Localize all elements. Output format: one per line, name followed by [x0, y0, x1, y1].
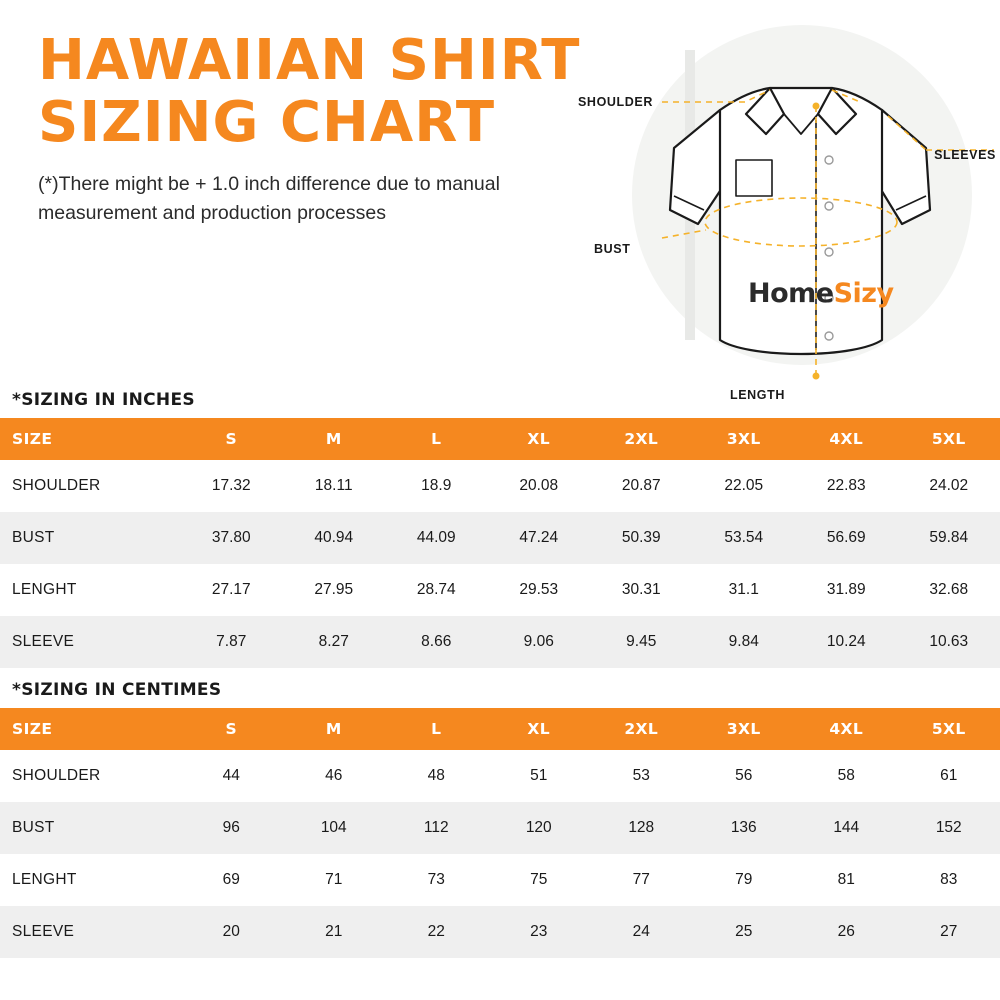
cell-value: 152 — [898, 802, 1000, 854]
cell-value: 24 — [590, 906, 693, 958]
cell-value: 144 — [795, 802, 898, 854]
cell-value: 56 — [693, 750, 796, 802]
row-label: LENGHT — [0, 854, 180, 906]
row-label: SHOULDER — [0, 750, 180, 802]
diagram-label-shoulder: SHOULDER — [578, 95, 653, 109]
cell-value: 61 — [898, 750, 1000, 802]
cell-value: 27.17 — [180, 564, 283, 616]
inches-header-4xl: 4XL — [795, 418, 898, 460]
cell-value: 30.31 — [590, 564, 693, 616]
brand-logo-part-2: Sizy — [833, 278, 894, 309]
cell-value: 77 — [590, 854, 693, 906]
diagram-label-length: LENGTH — [730, 388, 785, 402]
cell-value: 136 — [693, 802, 796, 854]
cell-value: 71 — [283, 854, 386, 906]
cell-value: 27.95 — [283, 564, 386, 616]
cell-value: 44.09 — [385, 512, 488, 564]
cell-value: 59.84 — [898, 512, 1000, 564]
cm-header-s: S — [180, 708, 283, 750]
table-row — [0, 460, 1000, 512]
title-block — [38, 30, 638, 228]
cm-header-3xl: 3XL — [693, 708, 796, 750]
cell-value: 47.24 — [488, 512, 591, 564]
cell-value: 24.02 — [898, 460, 1000, 512]
cell-value: 32.68 — [898, 564, 1000, 616]
page-subtitle: (*)There might be + 1.0 inch difference due to manual measurement and production processes — [38, 173, 500, 224]
diagram-label-bust: BUST — [594, 242, 631, 256]
cell-value: 9.06 — [488, 616, 591, 668]
cell-value: 73 — [385, 854, 488, 906]
cell-value: 21 — [283, 906, 386, 958]
cm-header-5xl: 5XL — [898, 708, 1000, 750]
cell-value: 40.94 — [283, 512, 386, 564]
cell-value: 10.24 — [795, 616, 898, 668]
brand-logo-part-1: Home — [748, 278, 834, 309]
cell-value: 7.87 — [180, 616, 283, 668]
cell-value: 25 — [693, 906, 796, 958]
inches-header-2xl: 2XL — [590, 418, 693, 460]
cell-value: 104 — [283, 802, 386, 854]
cell-value: 128 — [590, 802, 693, 854]
cm-header-m: M — [283, 708, 386, 750]
cell-value: 9.84 — [693, 616, 796, 668]
cell-value: 20 — [180, 906, 283, 958]
cell-value: 79 — [693, 854, 796, 906]
cell-value: 18.9 — [385, 460, 488, 512]
brand-logo — [748, 278, 894, 309]
page-title-line-2: SIZING CHART — [38, 90, 496, 155]
diagram-label-sleeves: SLEEVES — [934, 148, 996, 162]
inches-table — [0, 418, 1000, 668]
centimeters-table — [0, 708, 1000, 958]
cell-value: 31.89 — [795, 564, 898, 616]
cm-header-2xl: 2XL — [590, 708, 693, 750]
cell-value: 22.83 — [795, 460, 898, 512]
cell-value: 120 — [488, 802, 591, 854]
cell-value: 51 — [488, 750, 591, 802]
row-label: SLEEVE — [0, 906, 180, 958]
cell-value: 17.32 — [180, 460, 283, 512]
table-row — [0, 802, 1000, 854]
cell-value: 20.08 — [488, 460, 591, 512]
cell-value: 112 — [385, 802, 488, 854]
cell-value: 22.05 — [693, 460, 796, 512]
row-label: LENGHT — [0, 564, 180, 616]
row-label: SHOULDER — [0, 460, 180, 512]
row-label: BUST — [0, 512, 180, 564]
cell-value: 8.27 — [283, 616, 386, 668]
table-row — [0, 512, 1000, 564]
cell-value: 18.11 — [283, 460, 386, 512]
page-title-line-1: HAWAIIAN SHIRT — [38, 28, 581, 93]
cm-header-size: SIZE — [0, 708, 180, 750]
cell-value: 29.53 — [488, 564, 591, 616]
cell-value: 28.74 — [385, 564, 488, 616]
cell-value: 75 — [488, 854, 591, 906]
cell-value: 37.80 — [180, 512, 283, 564]
cell-value: 56.69 — [795, 512, 898, 564]
cell-value: 23 — [488, 906, 591, 958]
cell-value: 26 — [795, 906, 898, 958]
row-label: SLEEVE — [0, 616, 180, 668]
shirt-illustration-svg — [570, 10, 1000, 390]
inches-header-m: M — [283, 418, 386, 460]
cell-value: 31.1 — [693, 564, 796, 616]
cell-value: 96 — [180, 802, 283, 854]
cm-header-l: L — [385, 708, 488, 750]
cell-value: 20.87 — [590, 460, 693, 512]
inches-header-xl: XL — [488, 418, 591, 460]
cm-header-4xl: 4XL — [795, 708, 898, 750]
cell-value: 53 — [590, 750, 693, 802]
cell-value: 58 — [795, 750, 898, 802]
cell-value: 22 — [385, 906, 488, 958]
cell-value: 9.45 — [590, 616, 693, 668]
table-row — [0, 906, 1000, 958]
inches-header-5xl: 5XL — [898, 418, 1000, 460]
table-row — [0, 564, 1000, 616]
cell-value: 53.54 — [693, 512, 796, 564]
table-row — [0, 854, 1000, 906]
cell-value: 83 — [898, 854, 1000, 906]
inches-header-3xl: 3XL — [693, 418, 796, 460]
cm-header-xl: XL — [488, 708, 591, 750]
inches-table-header-row — [0, 418, 1000, 460]
shirt-diagram — [570, 10, 1000, 402]
cell-value: 48 — [385, 750, 488, 802]
inches-section-title: *SIZING IN INCHES — [12, 390, 195, 410]
cell-value: 50.39 — [590, 512, 693, 564]
cell-value: 10.63 — [898, 616, 1000, 668]
table-row — [0, 750, 1000, 802]
centimeters-section-title: *SIZING IN CENTIMES — [12, 680, 222, 700]
row-label: BUST — [0, 802, 180, 854]
inches-header-size: SIZE — [0, 418, 180, 460]
table-row — [0, 616, 1000, 668]
cell-value: 81 — [795, 854, 898, 906]
cell-value: 27 — [898, 906, 1000, 958]
cell-value: 8.66 — [385, 616, 488, 668]
cell-value: 46 — [283, 750, 386, 802]
inches-header-s: S — [180, 418, 283, 460]
cell-value: 44 — [180, 750, 283, 802]
cell-value: 69 — [180, 854, 283, 906]
inches-header-l: L — [385, 418, 488, 460]
centimeters-table-header-row — [0, 708, 1000, 750]
